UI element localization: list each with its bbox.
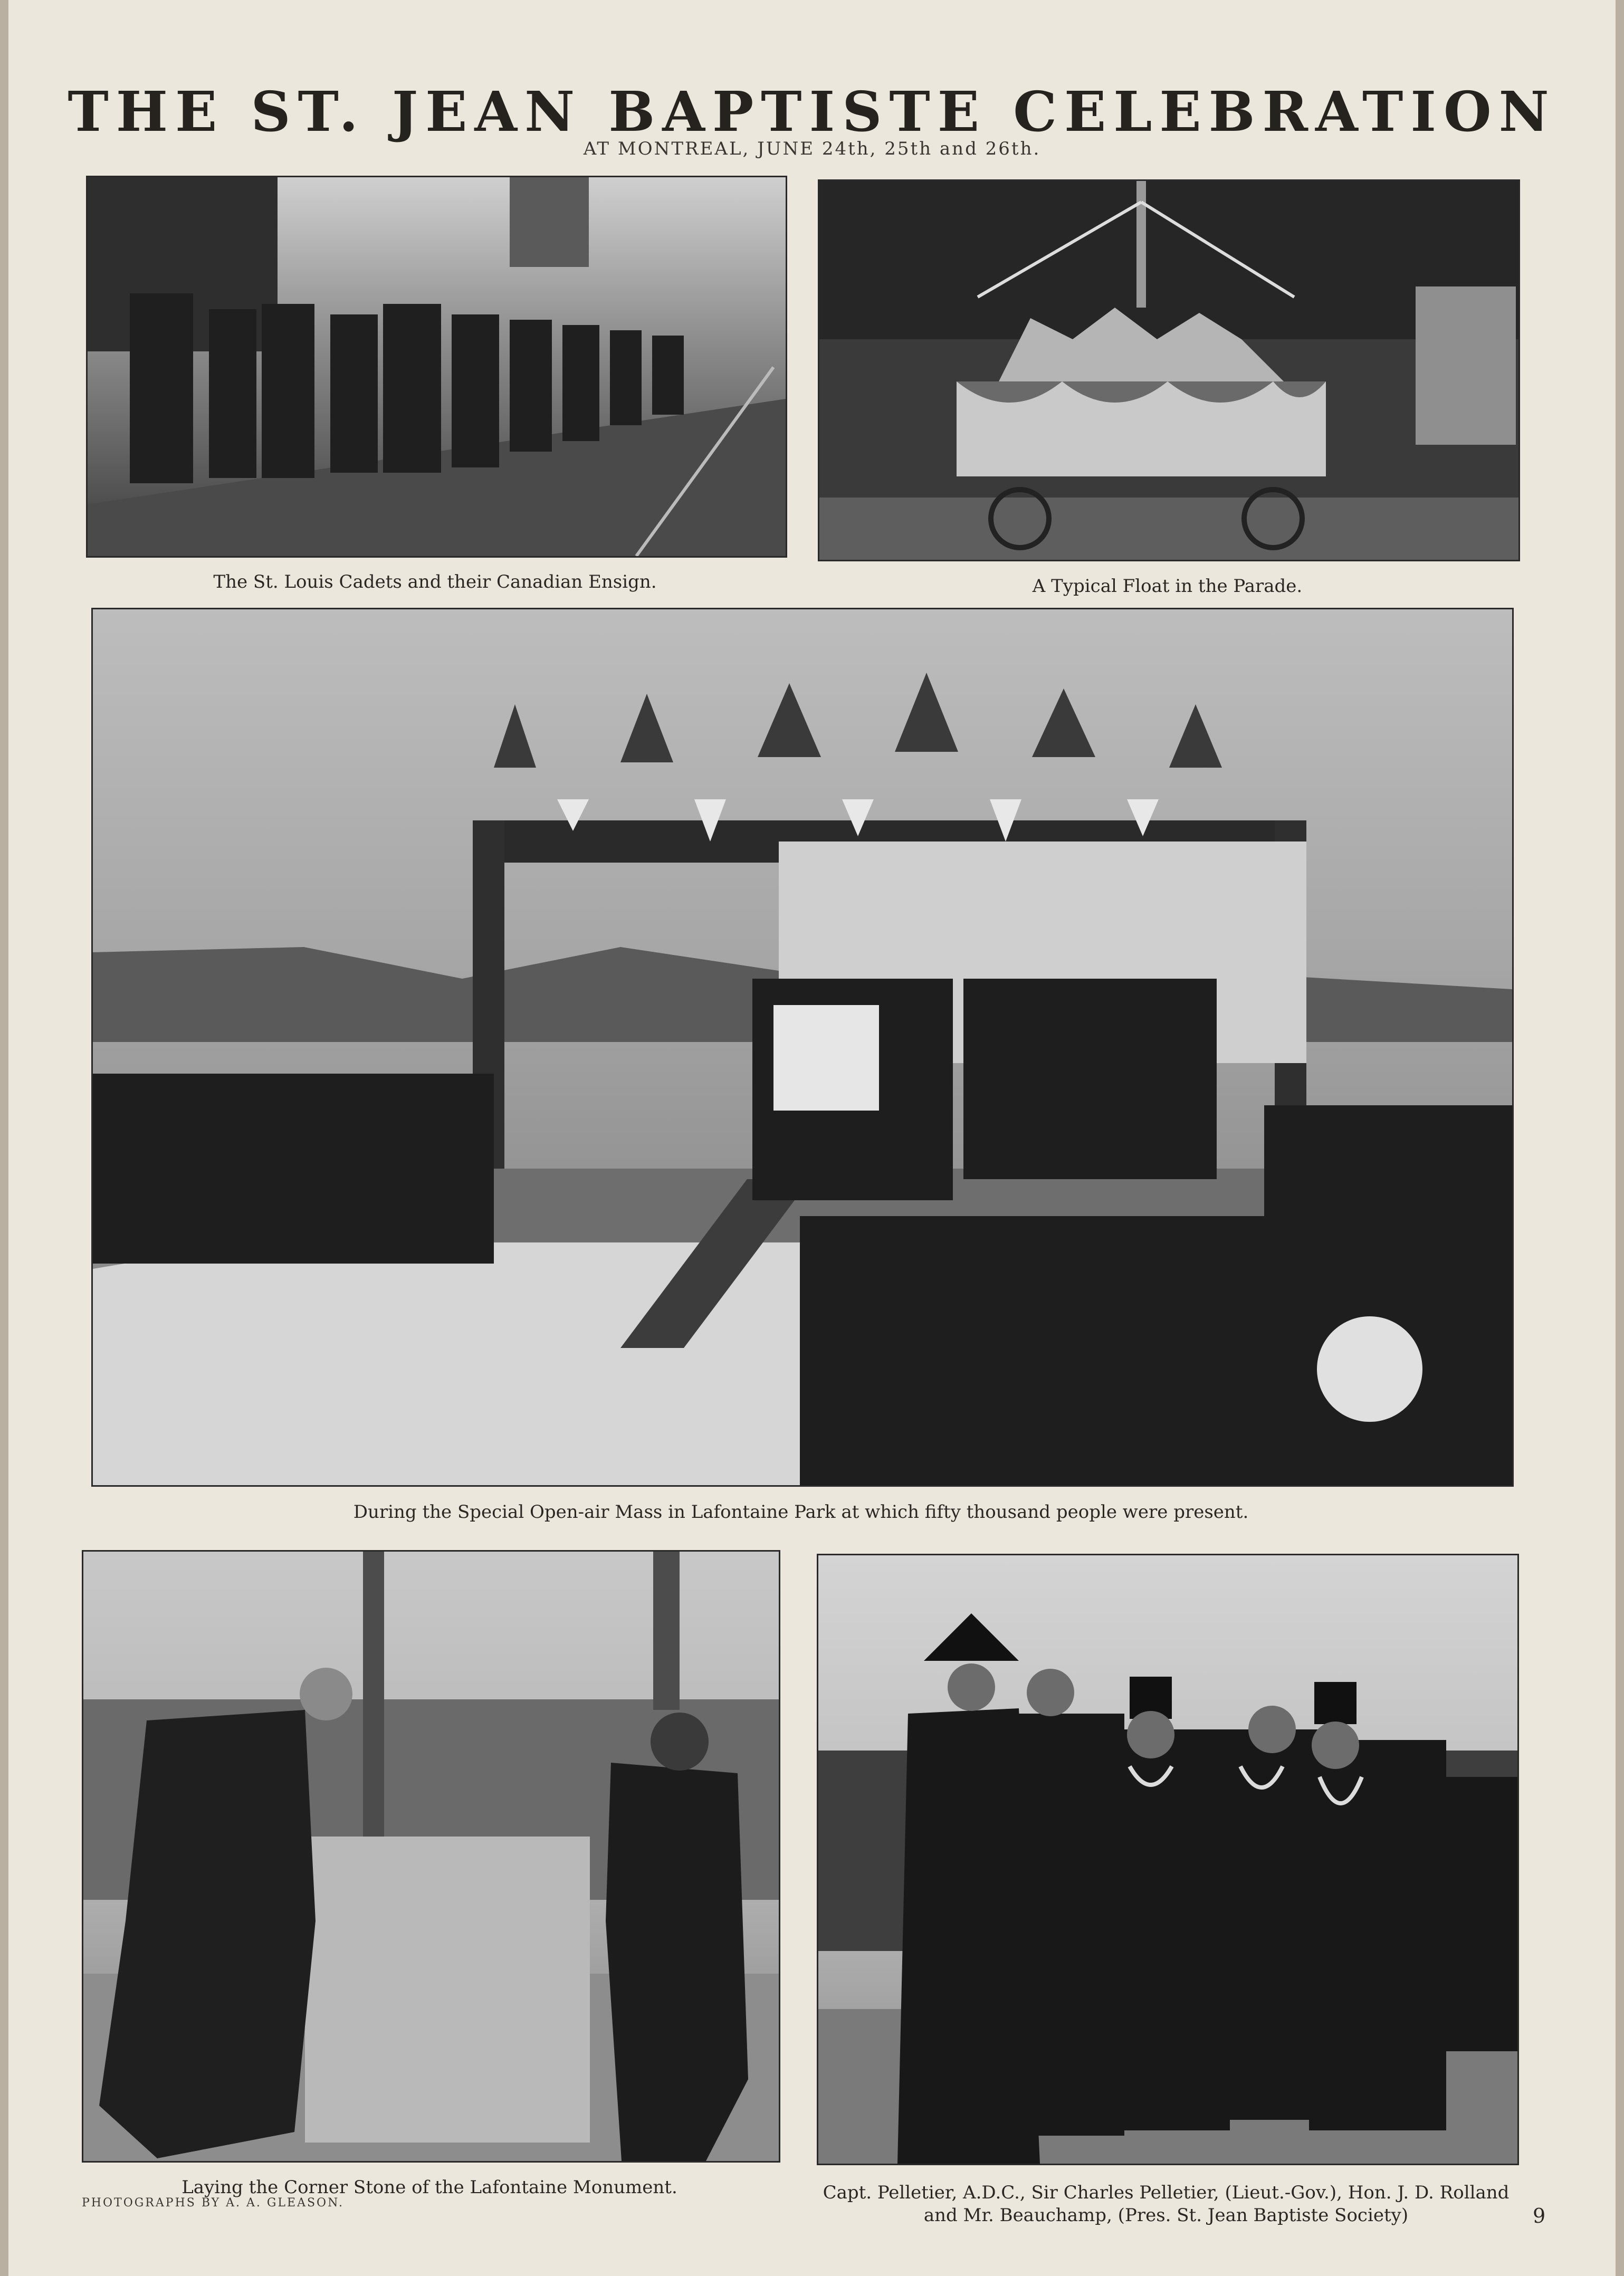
photo-typical-float	[818, 179, 1520, 561]
page-number: 9	[1533, 2204, 1546, 2227]
photo-caption-dignitaries	[791, 2182, 1541, 2226]
page-subtitle: AT MONTREAL, JUNE 24th, 25th and 26th.	[583, 138, 1041, 159]
caption-line-1: Capt. Pelletier, A.D.C., Sir Charles Pelletier, (Lieut.-Gov.), Hon. J. D. Rolland	[823, 2182, 1510, 2203]
photo-dignitaries	[817, 1554, 1519, 2165]
photo-st-louis-cadets	[86, 176, 787, 558]
page-left-edge	[0, 0, 8, 2276]
page-title: THE ST. JEAN BAPTISTE CELEBRATION	[68, 79, 1556, 144]
photo-open-air-mass	[91, 608, 1514, 1487]
photo-caption-corner-stone: Laying the Corner Stone of the Lafontaine Monument.	[181, 2177, 677, 2198]
photo-caption-cadets: The St. Louis Cadets and their Canadian Ensign.	[213, 571, 657, 592]
photo-corner-stone	[82, 1550, 780, 2163]
photo-caption-float: A Typical Float in the Parade.	[1032, 576, 1303, 597]
photo-caption-mass: During the Special Open-air Mass in Lafontaine Park at which fifty thousand people were present.	[353, 1502, 1249, 1523]
caption-line-2: and Mr. Beauchamp, (Pres. St. Jean Baptiste Society)	[923, 2204, 1409, 2226]
page-right-edge	[1616, 0, 1624, 2276]
photo-credit: PHOTOGRAPHS BY A. A. GLEASON.	[82, 2196, 344, 2210]
